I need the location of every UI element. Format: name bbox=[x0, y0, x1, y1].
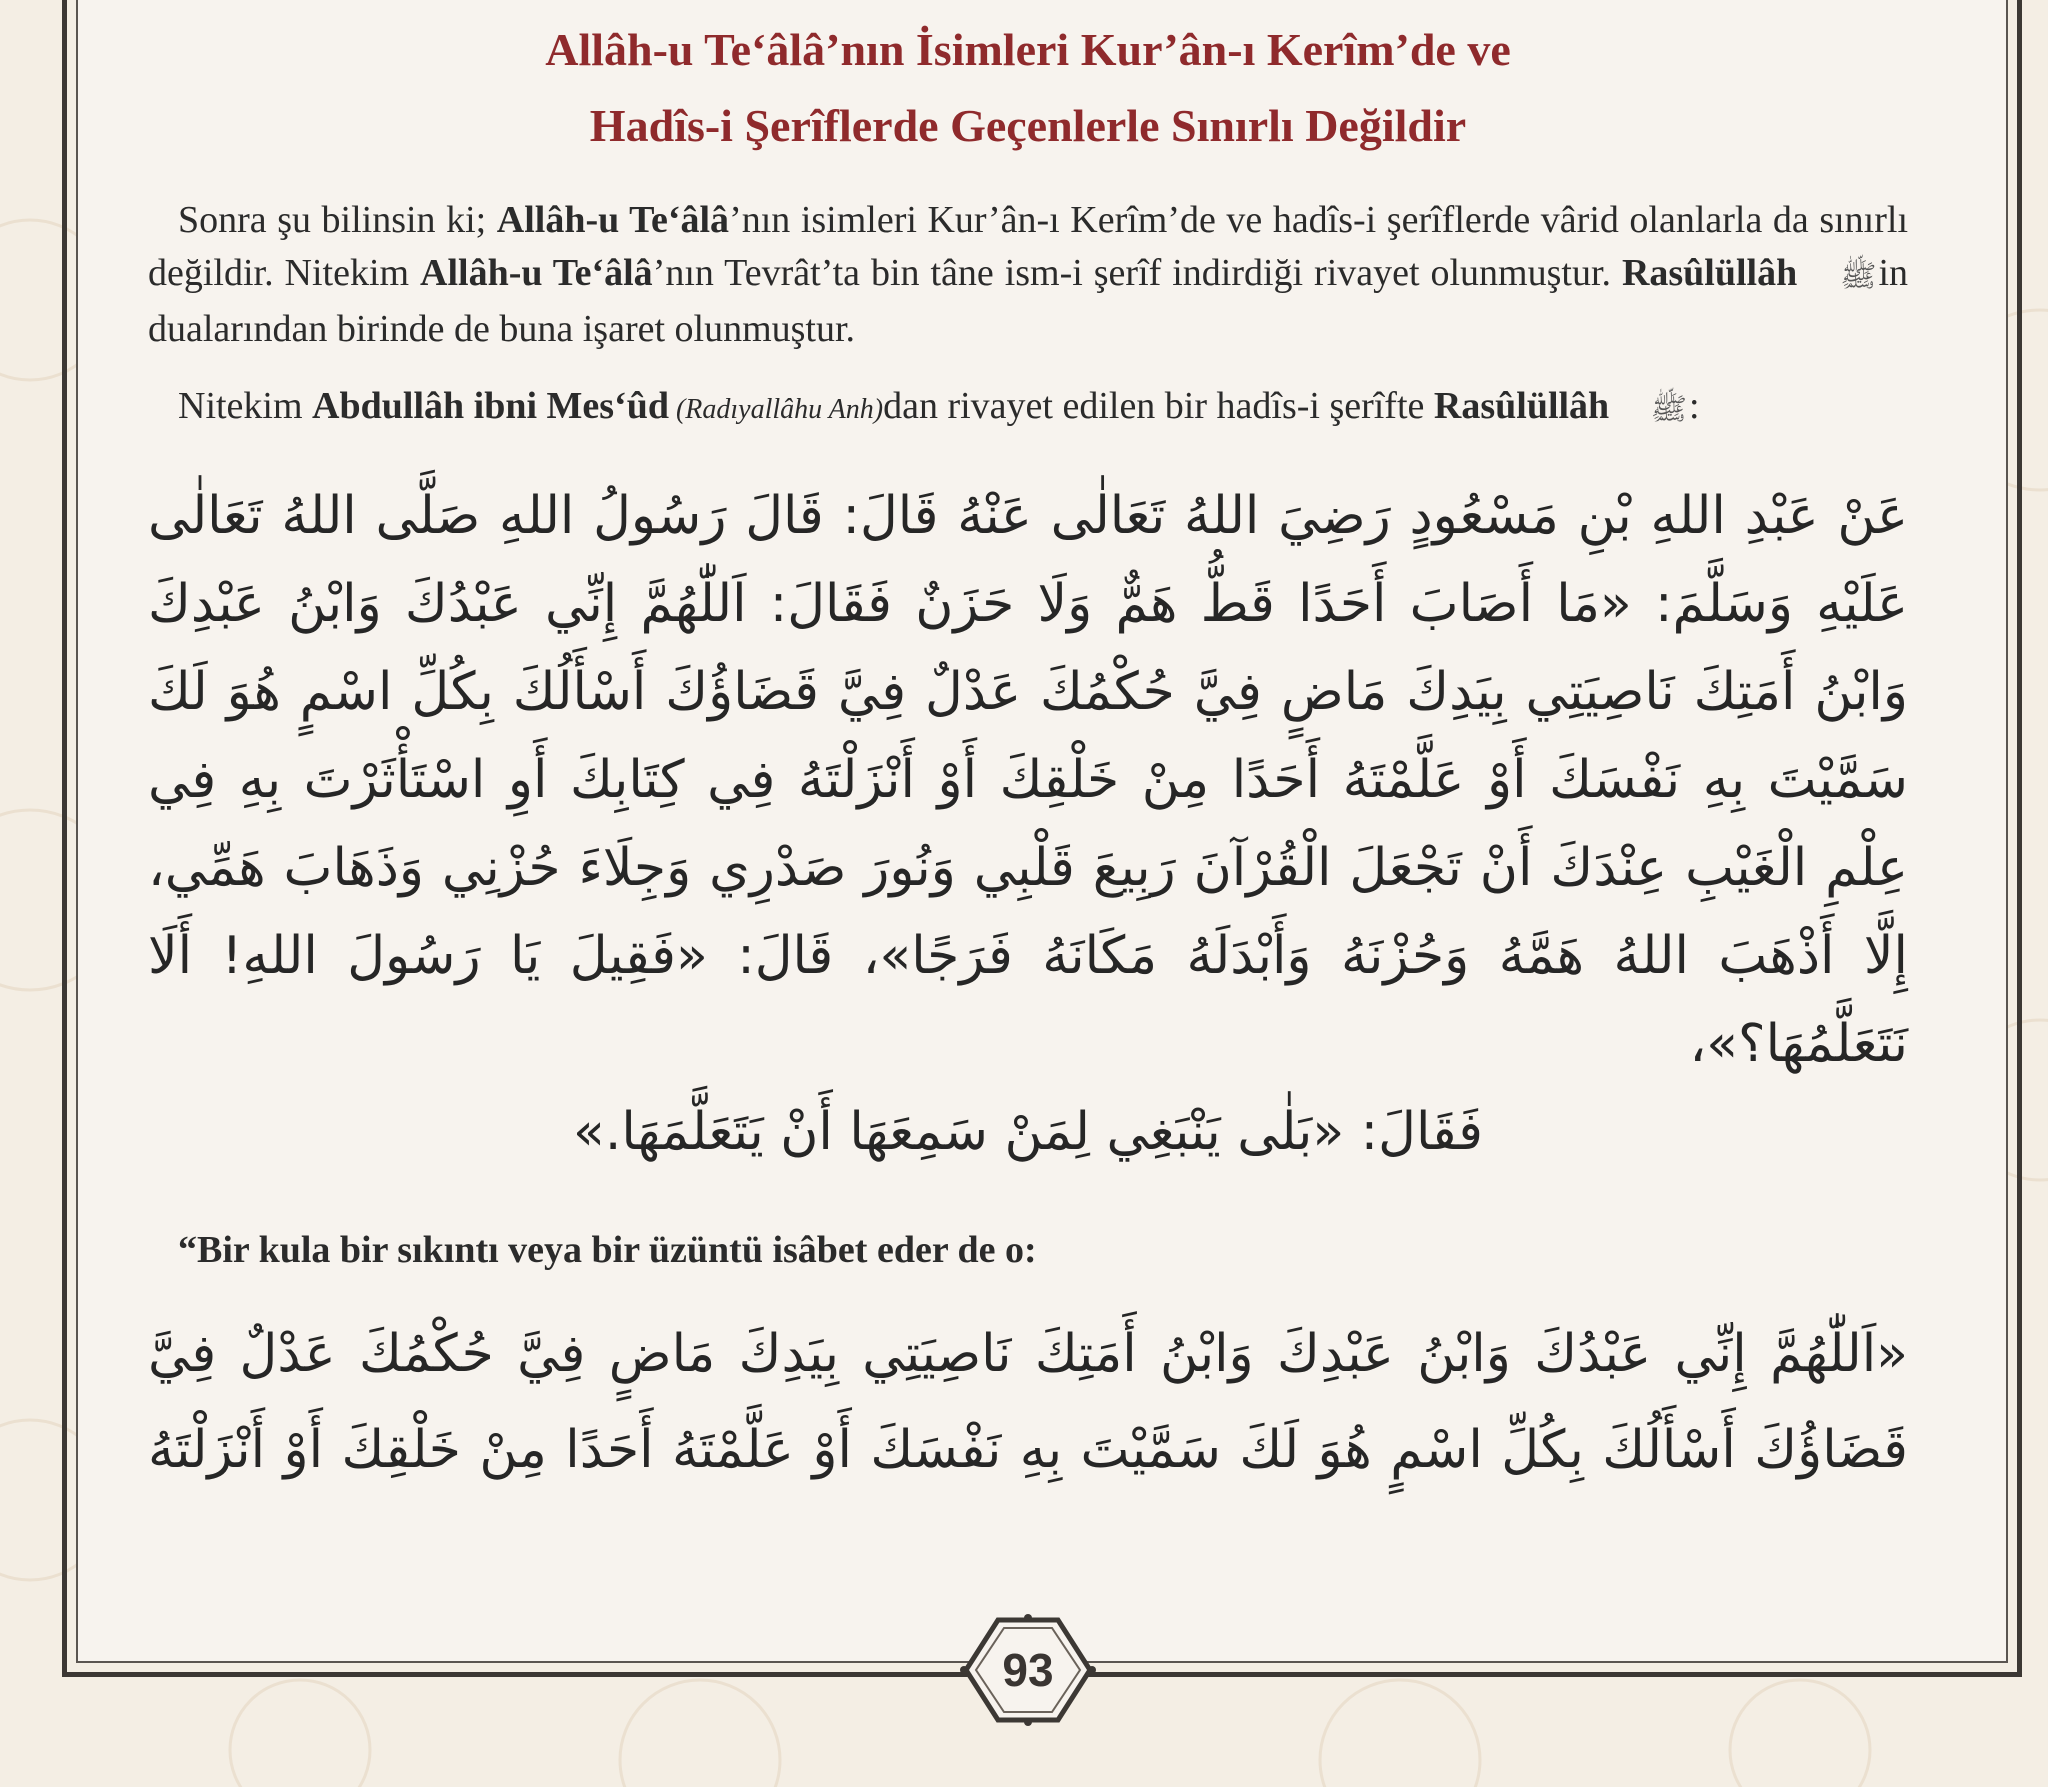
p1-text-2: ’nın isimleri Kur’ân-ı Kerîm’de ve hadîs-i şerîflerde vârid olanlarla da sınırlı değildir. Nitekim bbox=[148, 199, 1908, 294]
p1-bold-rasulullah: Rasûlüllâh bbox=[1621, 252, 1798, 294]
p1-bold-allah-2: Allâh-u Te‘âlâ bbox=[420, 252, 653, 294]
salawat-icon: ﷺ bbox=[1840, 259, 1877, 293]
p1-text-3: ’nın Tevrât’ta bin tâne ism-i şerîf indirdiği rivayet olunmuştur. bbox=[652, 252, 1622, 294]
p2-text-2: dan rivayet edilen bir hadîs-i şerîfte bbox=[883, 384, 1434, 427]
p2-text-3: : bbox=[1688, 384, 1700, 427]
salawat-icon: ﷺ bbox=[1650, 392, 1687, 426]
p1-text-1: Sonra şu bilinsin ki; bbox=[178, 199, 497, 241]
p2-honorific: (Radıyallâhu Anh) bbox=[668, 393, 884, 425]
translation-intro: “Bir kula bir sıkıntı veya bir üzüntü isâbet eder de o: bbox=[178, 1228, 1037, 1271]
p2-text-1: Nitekim bbox=[178, 384, 313, 427]
title-line-1: Allâh-u Te‘âlâ’nın İsimleri Kur’ân-ı Kerîm’de ve bbox=[545, 24, 1511, 75]
page-number-badge bbox=[958, 1612, 1098, 1728]
paragraph-intro bbox=[148, 194, 1908, 356]
paragraph-narration bbox=[148, 380, 1908, 436]
page-content bbox=[148, 0, 1908, 1640]
arabic-hadith-last-line: فَقَالَ: «بَلٰى يَنْبَغِي لِمَنْ سَمِعَهَا أَنْ يَتَعَلَّمَهَا.» bbox=[573, 1101, 1483, 1162]
p2-bold-rasulullah: Rasûlüllâh bbox=[1433, 384, 1610, 427]
arabic-dua-text: «اَللّٰهُمَّ إِنِّي عَبْدُكَ وَابْنُ عَبْدِكَ وَابْنُ أَمَتِكَ نَاصِيَتِي بِيَدِكَ مَاضٍ فِيَّ حُكْمُكَ عَدْلٌ فِيَّ قَضَاؤُكَ أَسْأَلُكَ بِكُلِّ اسْمٍ هُوَ لَكَ سَمَّيْتَ بِهِ نَفْسَكَ أَوْ عَلَّمْتَهُ أَحَدًا مِنْ خَلْقِكَ أَوْ أَنْزَلْتَهُ bbox=[148, 1323, 1908, 1480]
section-title bbox=[148, 8, 1908, 168]
title-line-2: Hadîs-i Şerîflerde Geçenlerle Sınırlı Değildir bbox=[589, 100, 1467, 151]
p2-bold-narrator: Abdullâh ibni Mes‘ûd bbox=[312, 384, 669, 427]
p1-text-4: in dualarından birinde de buna işaret olunmuştur. bbox=[148, 252, 1908, 350]
arabic-hadith-text: عَنْ عَبْدِ اللهِ بْنِ مَسْعُودٍ رَضِيَ اللهُ تَعَالٰى عَنْهُ قَالَ: قَالَ رَسُولُ اللهِ صَلَّى اللهُ تَعَالٰى عَلَيْهِ وَسَلَّمَ: «مَا أَصَابَ أَحَدًا قَطُّ هَمٌّ وَلَا حَزَنٌ فَقَالَ: اَللّٰهُمَّ إِنِّي عَبْدُكَ وَابْنُ عَبْدِكَ وَابْنُ أَمَتِكَ نَاصِيَتِي بِيَدِكَ مَاضٍ فِيَّ حُكْمُكَ عَدْلٌ فِيَّ قَضَاؤُكَ أَسْأَلُكَ بِكُلِّ اسْمٍ هُوَ لَكَ سَمَّيْتَ بِهِ نَفْسَكَ أَوْ عَلَّمْتَهُ أَحَدًا مِنْ خَلْقِكَ أَوْ أَنْزَلْتَهُ فِي كِتَابِكَ أَوِ اسْتَأْثَرْتَ بِهِ فِي عِلْمِ الْغَيْبِ عِنْدَكَ أَنْ تَجْعَلَ الْقُرْآنَ رَبِيعَ قَلْبِي وَنُورَ صَدْرِي وَجِلَاءَ حُزْنِي وَذَهَابَ هَمِّي، إِلَّا أَذْهَبَ اللهُ هَمَّهُ وَحُزْنَهُ وَأَبْدَلَهُ مَكَانَهُ فَرَجًا»، قَالَ: «فَقِيلَ يَا رَسُولَ اللهِ! أَلَا نَتَعَلَّمُهَا؟»، bbox=[148, 485, 1908, 1074]
p1-bold-allah-1: Allâh-u Te‘âlâ bbox=[496, 199, 730, 241]
page-number: 93 bbox=[1002, 1644, 1054, 1696]
